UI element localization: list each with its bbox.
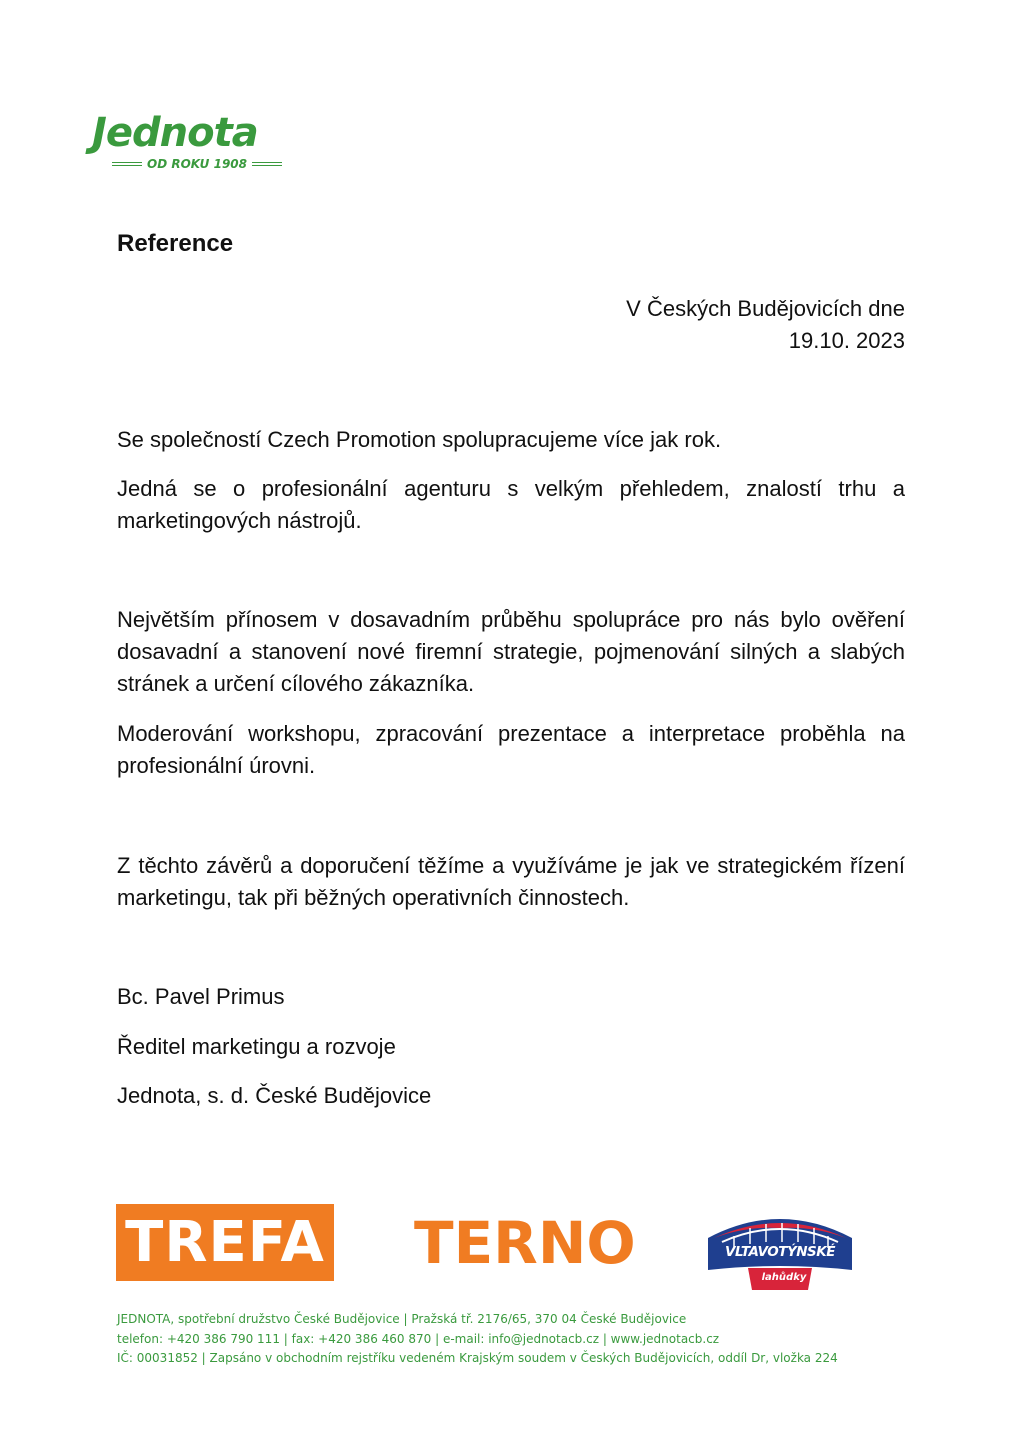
logo-tagline	[112, 157, 282, 171]
vltavotynske-text: VLTAVOTÝNSKÉ	[725, 1244, 835, 1260]
signature-role: Ředitel marketingu a rozvoje	[117, 1034, 396, 1059]
place-and-date	[626, 293, 905, 357]
vltavotynske-sub: lahůdky	[761, 1272, 807, 1283]
footer-line-2: telefon: +420 386 790 111 | fax: +420 386 460 870 | e-mail: info@jednotacb.cz | www.jednotacb.cz	[117, 1331, 720, 1346]
date-line: 19.10. 2023	[788, 328, 905, 353]
footer-line-3: IČ: 00031852 | Zapsáno v obchodním rejstříku vedeném Krajským soudem v Českých Budějovicích, oddíl Dr, vložka 224	[117, 1351, 838, 1365]
logo-line-right	[252, 162, 282, 166]
vltavotynske-logo	[704, 1208, 856, 1296]
signature-company: Jednota, s. d. České Budějovice	[117, 1083, 432, 1108]
terno-logo: TERNO	[414, 1209, 636, 1277]
paragraph-3: Největším přínosem v dosavadním průběhu spolupráce pro nás bylo ověření dosavadní a stanovení nové firemní strategie, pojmenování silných a slabých stránek a určení cílového zákazníka.	[117, 607, 905, 696]
logo-tag-text: OD ROKU 1908	[147, 157, 247, 171]
paragraph-4: Moderování workshopu, zpracování prezentace a interpretace proběhla na profesionální úrovni.	[117, 721, 905, 778]
signature-name: Bc. Pavel Primus	[117, 984, 285, 1009]
letter-title: Reference	[117, 230, 234, 257]
place-line: V Českých Budějovicích dne	[626, 296, 905, 321]
paragraph-5: Z těchto závěrů a doporučení těžíme a využíváme je jak ve strategickém řízení marketingu, tak při běžných operativních činnostech.	[117, 853, 905, 910]
trefa-logo	[116, 1204, 334, 1281]
trefa-text: TREFA	[125, 1209, 325, 1275]
logo-wordmark: Jednota	[92, 110, 258, 156]
paragraph-1: Se společností Czech Promotion spolupracujeme více jak rok.	[117, 427, 722, 452]
footer-company-info	[117, 1310, 917, 1369]
footer-line-1: JEDNOTA, spotřební družstvo České Budějovice | Pražská tř. 2176/65, 370 04 České Budějovice	[117, 1312, 687, 1326]
paragraph-2: Jedná se o profesionální agenturu s velkým přehledem, znalostí trhu a marketingových nástrojů.	[117, 476, 905, 533]
logo-line-left	[112, 162, 142, 166]
jednota-logo	[92, 110, 287, 180]
